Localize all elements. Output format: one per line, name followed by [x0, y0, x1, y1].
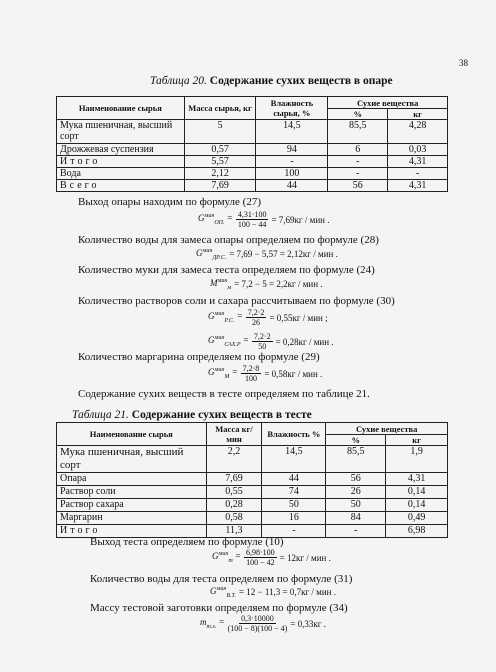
table-cell: -: [262, 525, 326, 538]
table21-caption-title: Содержание сухих веществ в тесте: [131, 409, 312, 421]
table-cell: 44: [256, 180, 328, 192]
table-cell: -: [388, 168, 448, 180]
formula-30a: [208, 308, 328, 327]
formula-rhs: = 7,69кг / мин .: [271, 214, 330, 225]
t21-header-mass: Масса кг/мин: [206, 423, 262, 446]
table20: [56, 96, 448, 192]
table-cell: 4,31: [386, 473, 448, 486]
table-cell: 5,57: [184, 156, 256, 168]
formula-rhs: = 0,55кг / мин ;: [269, 312, 328, 323]
table-cell: Итого: [57, 156, 185, 168]
table-cell: 0,58: [206, 512, 262, 525]
table20-caption-title: Содержание сухих веществ в опаре: [209, 75, 393, 87]
table-cell: 56: [326, 473, 386, 486]
formula-fraction: $\frac{0,3\cdot 10000}{(100 - 8)(100 - 4)}$: [227, 614, 288, 633]
table-cell: 0,28: [206, 499, 262, 512]
table-cell: 44: [262, 473, 326, 486]
formula-24: [210, 278, 323, 291]
formula-fraction: $\frac{7,2\cdot 2}{26}$: [247, 308, 265, 327]
t20-header-mass: Масса сырья, кг: [184, 97, 256, 120]
t21-header-dry: Сухие вещества: [326, 423, 448, 435]
formula-28: [196, 248, 338, 261]
formula-lhs: $G^{мин}_{САХ.Р}$ =: [208, 335, 249, 348]
table-cell: 2,12: [184, 168, 256, 180]
formula-rhs: = 0,58кг / мин .: [264, 368, 323, 379]
table-cell: Раствор соли: [57, 486, 207, 499]
paragraph: Массу тестовой заготовки определяем по формуле (34): [90, 602, 348, 614]
formula-lhs: $G^{мин}_{В.Т.}$: [210, 586, 236, 599]
paragraph: Количество воды для теста определяем по формуле (31): [90, 573, 353, 585]
formula-31: [210, 586, 336, 599]
table-cell: Всего: [57, 180, 185, 192]
table-cell: Мука пшеничная, высший сорт: [57, 120, 185, 144]
table-cell: Вода: [57, 168, 185, 180]
paragraph: Количество маргарина определяем по формуле (29): [78, 351, 320, 363]
t21-header-pct: %: [326, 435, 386, 446]
table-cell: Опара: [57, 473, 207, 486]
table-cell: 0,03: [388, 144, 448, 156]
table-cell: 85,5: [328, 120, 388, 144]
formula-rhs: = 0,28кг / мин .: [275, 336, 334, 347]
table-cell: 1,9: [386, 446, 448, 473]
table-cell: 100: [256, 168, 328, 180]
paragraph: Выход теста определяем по формуле (10): [90, 536, 284, 548]
table-cell: Итого: [57, 525, 207, 538]
formula-rhs: = 12кг / мин .: [279, 552, 331, 563]
table-cell: 11,3: [206, 525, 262, 538]
table-cell: 2,2: [206, 446, 262, 473]
table-cell: -: [326, 525, 386, 538]
table-cell: 4,31: [388, 180, 448, 192]
formula-27: [198, 210, 329, 229]
t20-header-dry: Сухие вещества: [328, 97, 448, 109]
paragraph: Выход опары находим по формуле (27): [78, 196, 261, 208]
table-cell: -: [328, 156, 388, 168]
table-cell: -: [256, 156, 328, 168]
table20-caption: [150, 75, 393, 87]
formula-fraction: $\frac{4,31\cdot 100}{100 - 44}$: [237, 210, 267, 229]
formula-rhs: = 12 − 11,3 = 0,7кг / мин .: [238, 587, 336, 598]
table-cell: 14,5: [262, 446, 326, 473]
page-number: 38: [459, 58, 468, 68]
table-cell: Дрожжевая суспензия: [57, 144, 185, 156]
table-cell: 26: [326, 486, 386, 499]
t20-header-pct: %: [328, 109, 388, 120]
table-cell: 7,69: [206, 473, 262, 486]
table-cell: 84: [326, 512, 386, 525]
formula-30b: [208, 332, 334, 351]
formula-lhs: $G^{мин}_{ОП.}$ =: [198, 213, 233, 226]
table-cell: 50: [262, 499, 326, 512]
formula-34: [200, 614, 326, 633]
table-cell: 5: [184, 120, 256, 144]
formula-rhs: = 7,69 − 5,57 = 2,12кг / мин .: [229, 249, 338, 260]
table-cell: 0,49: [386, 512, 448, 525]
table21-caption: [72, 409, 312, 421]
table-cell: 6: [328, 144, 388, 156]
paragraph: Количество муки для замеса теста определяем по формуле (24): [78, 264, 375, 276]
table-cell: 4,28: [388, 120, 448, 144]
formula-rhs: = 0,33кг .: [290, 618, 326, 629]
formula-lhs: $G^{мин}_{Р.С.}$ =: [208, 311, 243, 324]
table-cell: Раствор сахара: [57, 499, 207, 512]
t20-header-name: Наименование сырья: [57, 97, 185, 120]
formula-lhs: $M^{мин}_м$: [210, 278, 232, 291]
formula-lhs: $G^{мин}_т$ =: [212, 551, 241, 564]
table-cell: 56: [328, 180, 388, 192]
formula-29: [208, 364, 322, 383]
table-cell: 94: [256, 144, 328, 156]
paragraph: Количество растворов соли и сахара рассчитываем по формуле (30): [78, 295, 395, 307]
t20-header-kg: кг: [388, 109, 448, 120]
formula-lhs: $G^{мин}_{ДР.С.}$: [196, 248, 227, 261]
t21-header-kg: кг: [386, 435, 448, 446]
formula-fraction: $\frac{7,2\cdot 8}{100}$: [242, 364, 260, 383]
paragraph: Содержание сухих веществ в тесте определяем по таблице 21.: [78, 388, 370, 400]
table-cell: 7,69: [184, 180, 256, 192]
table-cell: 0,55: [206, 486, 262, 499]
t20-header-moisture: Влажность сырья, %: [256, 97, 328, 120]
table-cell: Маргарин: [57, 512, 207, 525]
table-cell: 0,14: [386, 499, 448, 512]
table20-caption-number: Таблица 20.: [150, 75, 207, 87]
table-cell: 74: [262, 486, 326, 499]
table-cell: 16: [262, 512, 326, 525]
table-cell: 50: [326, 499, 386, 512]
table-cell: 6,98: [386, 525, 448, 538]
table-cell: 0,57: [184, 144, 256, 156]
t21-header-name: Наименование сырья: [57, 423, 207, 446]
formula-lhs: $G^{мин}_М$ =: [208, 367, 238, 380]
table21: [56, 422, 448, 538]
table-cell: Мука пшеничная, высший сорт: [57, 446, 207, 473]
table-cell: 14,5: [256, 120, 328, 144]
formula-10: [212, 548, 331, 567]
formula-rhs: = 7,2 − 5 = 2,2кг / мин .: [234, 279, 323, 290]
t21-header-moisture: Влажность %: [262, 423, 326, 446]
table-cell: 85,5: [326, 446, 386, 473]
paragraph: Количество воды для замеса опары определяем по формуле (28): [78, 234, 379, 246]
formula-lhs: $m_{т.з.}$ =: [200, 617, 225, 630]
table-cell: 4,31: [388, 156, 448, 168]
formula-fraction: $\frac{7,2\cdot 2}{50}$: [253, 332, 271, 351]
table-cell: -: [328, 168, 388, 180]
table-cell: 0,14: [386, 486, 448, 499]
formula-fraction: $\frac{6,98\cdot 100}{100 - 42}$: [245, 548, 275, 567]
table21-caption-number: Таблица 21.: [72, 409, 129, 421]
